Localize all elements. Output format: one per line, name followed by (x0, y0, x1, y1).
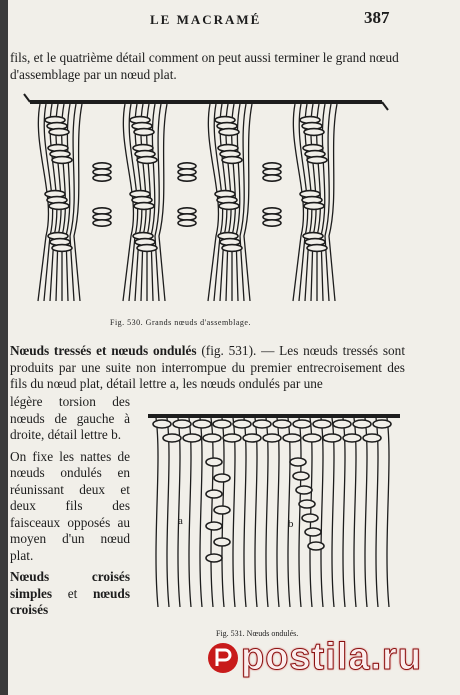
knot (206, 458, 222, 466)
cord (266, 418, 268, 607)
knot (52, 245, 72, 252)
cord (178, 418, 180, 607)
knot (49, 129, 69, 136)
knot (233, 420, 251, 428)
knot (323, 434, 341, 442)
knot (214, 474, 230, 482)
knot (93, 175, 111, 181)
running-title: LE MACRAMÉ (150, 12, 262, 27)
knot (243, 434, 261, 442)
knot (304, 203, 324, 210)
knot (214, 506, 230, 514)
knot (353, 420, 371, 428)
knot (214, 538, 230, 546)
cord (159, 104, 167, 301)
cord (343, 418, 345, 607)
knot (373, 420, 391, 428)
cord (167, 418, 169, 607)
knot (253, 420, 271, 428)
figure-530-illustration (30, 86, 390, 327)
knot (219, 203, 239, 210)
knot (206, 554, 222, 562)
cord (277, 418, 279, 607)
knot (222, 157, 242, 164)
cord (240, 104, 246, 301)
figure-531-label-b: b (288, 518, 294, 530)
knot (333, 420, 351, 428)
section-body: Les nœuds tressés sont produits par une suite non interrompue du premier entrecroisement des fils du nœud plat, détail lettre a, les nœuds ondulés par une (10, 343, 406, 391)
cord (200, 418, 202, 607)
intro-paragraph: fils, et le quatrième détail comment on peut aussi terminer le grand nœud d'assemblage par un nœud plat. (10, 50, 399, 82)
knot (263, 434, 281, 442)
knot (305, 528, 321, 536)
knot (263, 220, 281, 226)
cord (70, 104, 76, 301)
figure-530-caption: Fig. 530. Grands nœuds d'assemblage. (110, 318, 251, 327)
knot (134, 129, 154, 136)
knot (307, 157, 327, 164)
cord (387, 418, 389, 607)
side-mid: et (52, 585, 94, 601)
figure-531-label-a: a (178, 515, 183, 527)
cord (255, 418, 257, 607)
cord (189, 418, 191, 607)
side-paragraph-2: On fixe les nattes de nœuds ondulés en réunissant deux et deux fils des faisceaux opposés au moyen d'un nœud plat. (10, 448, 130, 563)
knot (206, 490, 222, 498)
knot (290, 458, 306, 466)
knot (183, 434, 201, 442)
cord (74, 104, 82, 301)
knot (153, 420, 171, 428)
knot (213, 420, 231, 428)
cord (329, 104, 337, 301)
figure-530 (30, 86, 390, 326)
side-bold-1: Nœuds croisés simples (10, 569, 130, 601)
postila-logo-icon (205, 640, 241, 676)
knot (93, 220, 111, 226)
knot (163, 434, 181, 442)
cord (325, 104, 331, 301)
side-bold-2: nœuds croisés (10, 585, 130, 617)
knot (273, 420, 291, 428)
figure-531-illustration (148, 402, 408, 647)
cord (244, 418, 246, 607)
knot (52, 157, 72, 164)
knot (49, 203, 69, 210)
cord (321, 418, 323, 607)
knot (303, 434, 321, 442)
knot (137, 157, 157, 164)
knot (178, 175, 196, 181)
cord (244, 104, 252, 301)
knot (137, 245, 157, 252)
knot (304, 129, 324, 136)
side-paragraph-3 (10, 569, 130, 619)
figure-531 (148, 402, 408, 652)
knot (203, 434, 221, 442)
page-number: 387 (364, 8, 390, 27)
section-heading: Nœuds tressés et nœuds ondulés (10, 343, 197, 358)
knot (299, 500, 315, 508)
knot (178, 220, 196, 226)
knot (343, 434, 361, 442)
cord (299, 418, 301, 607)
section-heading-ref: (fig. 531). — (201, 343, 280, 358)
section-paragraph (10, 343, 405, 393)
knot (293, 420, 311, 428)
knot (263, 175, 281, 181)
cord (332, 418, 334, 607)
knot (173, 420, 191, 428)
cord (156, 418, 158, 607)
knot (363, 434, 381, 442)
watermark-text: postila.ru (241, 636, 423, 678)
watermark (205, 634, 455, 689)
cord (365, 418, 367, 607)
running-header (0, 8, 460, 30)
knot (307, 245, 327, 252)
cord (155, 104, 161, 301)
knot (134, 203, 154, 210)
cord (310, 418, 312, 607)
knot (302, 514, 318, 522)
cord (233, 418, 235, 607)
cord (211, 418, 213, 607)
knot (206, 522, 222, 530)
side-column (10, 394, 130, 624)
knot (308, 542, 324, 550)
cord (288, 418, 290, 607)
knot (219, 129, 239, 136)
knot (313, 420, 331, 428)
cord (376, 418, 378, 607)
cord (354, 418, 356, 607)
side-paragraph-1: légère torsion des nœuds de gauche à droite, détail lettre b. (10, 394, 130, 442)
figure-531-caption: Fig. 531. Nœuds ondulés. (216, 629, 299, 638)
knot (296, 486, 312, 494)
knot (223, 434, 241, 442)
knot (283, 434, 301, 442)
knot (193, 420, 211, 428)
knot (222, 245, 242, 252)
knot (293, 472, 309, 480)
